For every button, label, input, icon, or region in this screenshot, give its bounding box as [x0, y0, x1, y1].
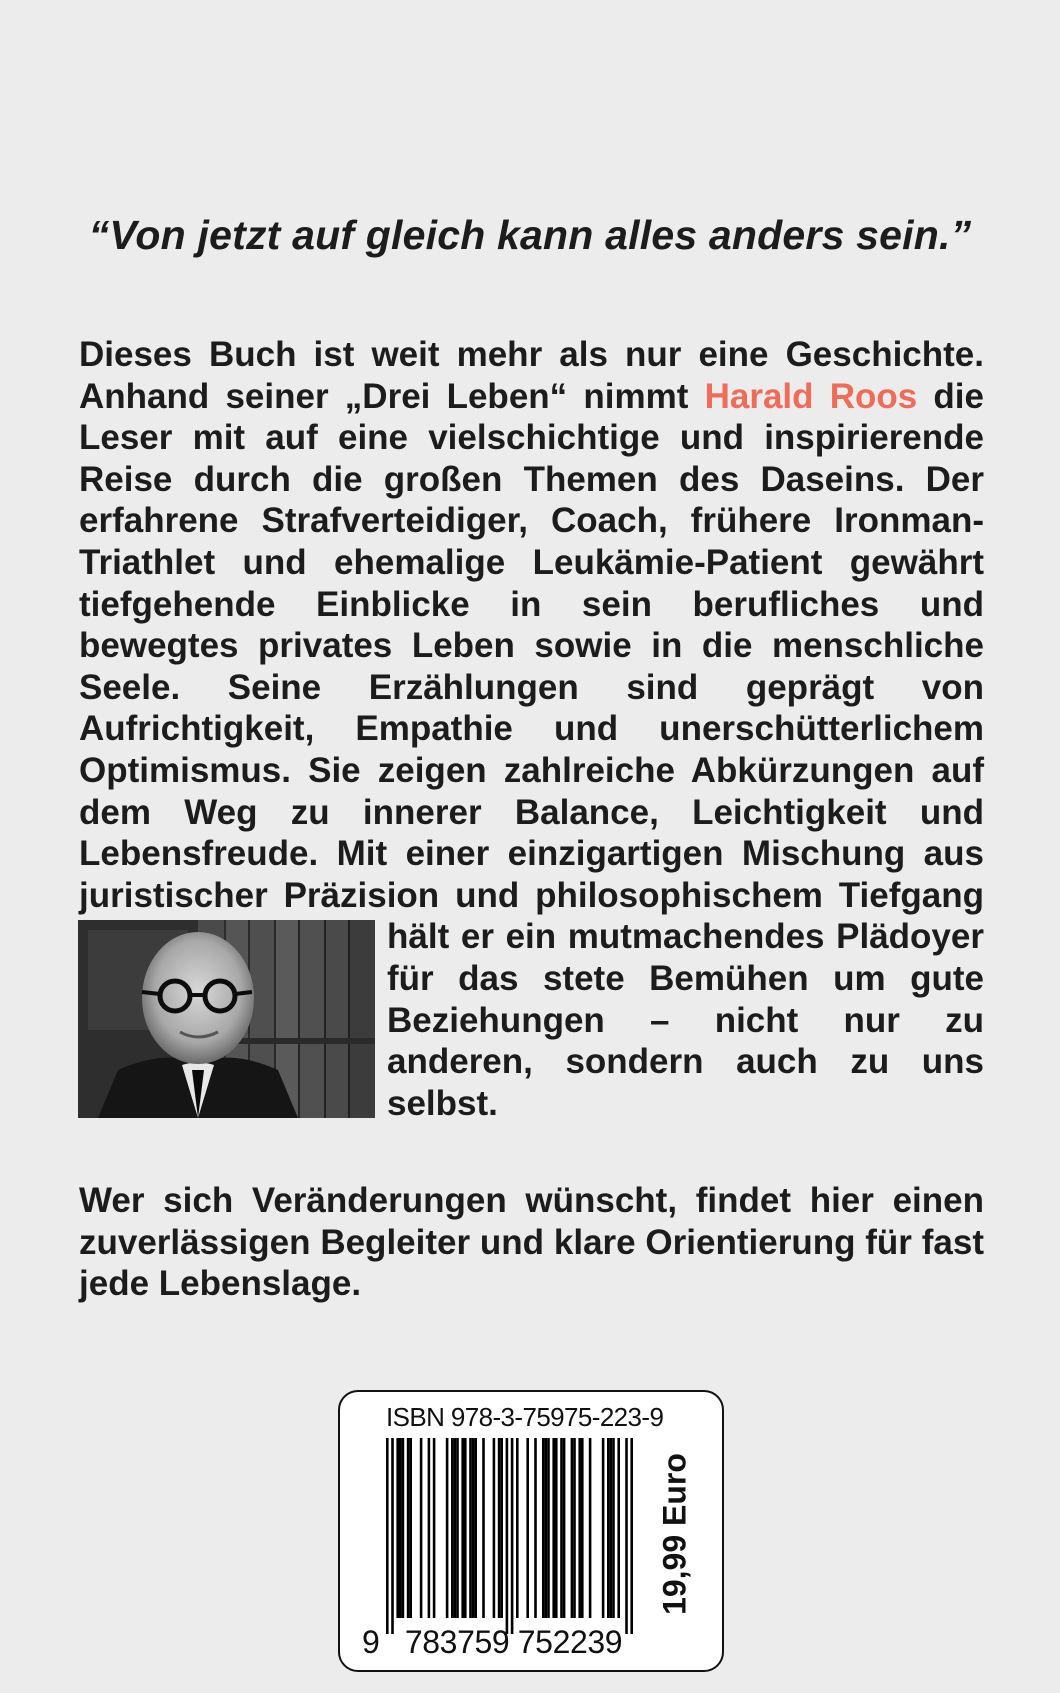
barcode-bar	[511, 1438, 514, 1634]
barcode-bar	[500, 1438, 503, 1618]
barcode-bar	[581, 1438, 584, 1618]
barcode-bar	[446, 1438, 449, 1618]
barcode-first-digit: 9	[362, 1624, 380, 1660]
barcode-bar	[456, 1438, 459, 1618]
barcode-bar	[607, 1438, 610, 1618]
barcode-bar	[534, 1438, 537, 1618]
barcode-bar	[547, 1438, 550, 1618]
isbn-barcode-box	[338, 1390, 724, 1672]
barcode-bar	[396, 1438, 399, 1618]
barcode-bar	[451, 1438, 454, 1618]
barcode-bar	[391, 1438, 394, 1634]
barcode-bar	[464, 1438, 467, 1618]
barcode-digit-group-2: 752239	[517, 1624, 623, 1660]
barcode-bar	[472, 1438, 475, 1618]
barcode-bar	[545, 1438, 548, 1618]
blurb-text-start: Dieses Buch ist weit mehr als nur eine Geschichte. Anhand seiner „Drei Leben“ nimmt	[79, 335, 984, 416]
barcode-bar	[602, 1438, 605, 1618]
barcode-digits	[362, 1624, 622, 1661]
barcode-bar	[420, 1438, 423, 1618]
barcode-bar	[625, 1438, 628, 1634]
barcode-bar	[498, 1438, 501, 1618]
blurb-paragraph-2: Wer sich Veränderungen wünscht, findet hier einen zuverlässigen Begleiter und klare Orientierung für fast jede Lebenslage.	[79, 1181, 984, 1304]
barcode-bar	[589, 1438, 592, 1618]
barcode-bar	[542, 1438, 545, 1618]
blurb-text-middle: die Leser mit auf eine vielschichtige und inspirierende Reise durch die großen Themen des Daseins. Der erfahrene Strafverteidiger, Coach, frühere Ironman-Triathlet und ehemalige Leukämie-Patient gewährt tiefgehende Einblicke in sein berufliches und bewegtes privates Leben sowie in die menschliche Seele. Seine Erzählungen sind geprägt von Aufrichtigkeit, Empathie und unerschütterlichem Optimismus. Sie zeigen zahlreiche Abkürzungen auf dem Weg zu innerer Balance, Leichtigkeit und Lebensfreude. Mit einer einzigartigen Mischung aus juristischer Präzision und philosophischem Tiefgang	[79, 376, 984, 915]
barcode-bar	[402, 1438, 405, 1618]
barcode-bar	[469, 1438, 472, 1618]
barcode-bar	[555, 1438, 558, 1618]
barcode-bar	[516, 1438, 519, 1618]
barcode-bar	[399, 1438, 402, 1618]
barcode-bar	[409, 1438, 412, 1618]
cover-quote: “Von jetzt auf gleich kann alles anders sein.”	[88, 212, 972, 258]
barcode-bar	[482, 1438, 485, 1618]
barcode-bar	[386, 1438, 389, 1634]
barcode-bar	[571, 1438, 574, 1618]
barcode-bar	[461, 1438, 464, 1618]
barcode-bar	[617, 1438, 620, 1618]
barcode-bar	[454, 1438, 457, 1618]
barcode-bar	[506, 1438, 509, 1634]
isbn-label: ISBN 978-3-75975-223-9	[386, 1402, 664, 1432]
blurb-text-wrap: hält er ein mutmachendes Plädoyer für das stete Bemühen um gute Beziehungen – nicht nur zu anderen, sondern auch zu uns selbst.	[387, 917, 984, 1123]
blurb-paragraph-1	[79, 334, 984, 1124]
barcode-bar	[560, 1438, 563, 1618]
author-name: Harald Roos	[704, 376, 918, 416]
barcode-bar	[428, 1438, 431, 1618]
barcode-bar	[612, 1438, 615, 1618]
barcode-bar	[526, 1438, 529, 1618]
barcode-bar	[407, 1438, 410, 1618]
barcode-bar	[474, 1438, 477, 1618]
barcode-bar	[493, 1438, 496, 1618]
barcode-bar	[433, 1438, 436, 1618]
barcode-digit-group-1: 783759	[404, 1624, 510, 1660]
author-portrait-photo	[78, 920, 375, 1118]
price-label: 19,99 Euro	[656, 1453, 693, 1615]
barcode-bar	[630, 1438, 633, 1634]
barcode-bar	[578, 1438, 581, 1618]
barcode-bar	[573, 1438, 576, 1618]
barcode-bar	[610, 1438, 613, 1618]
barcode-bar	[563, 1438, 566, 1618]
barcode-bar	[552, 1438, 555, 1618]
